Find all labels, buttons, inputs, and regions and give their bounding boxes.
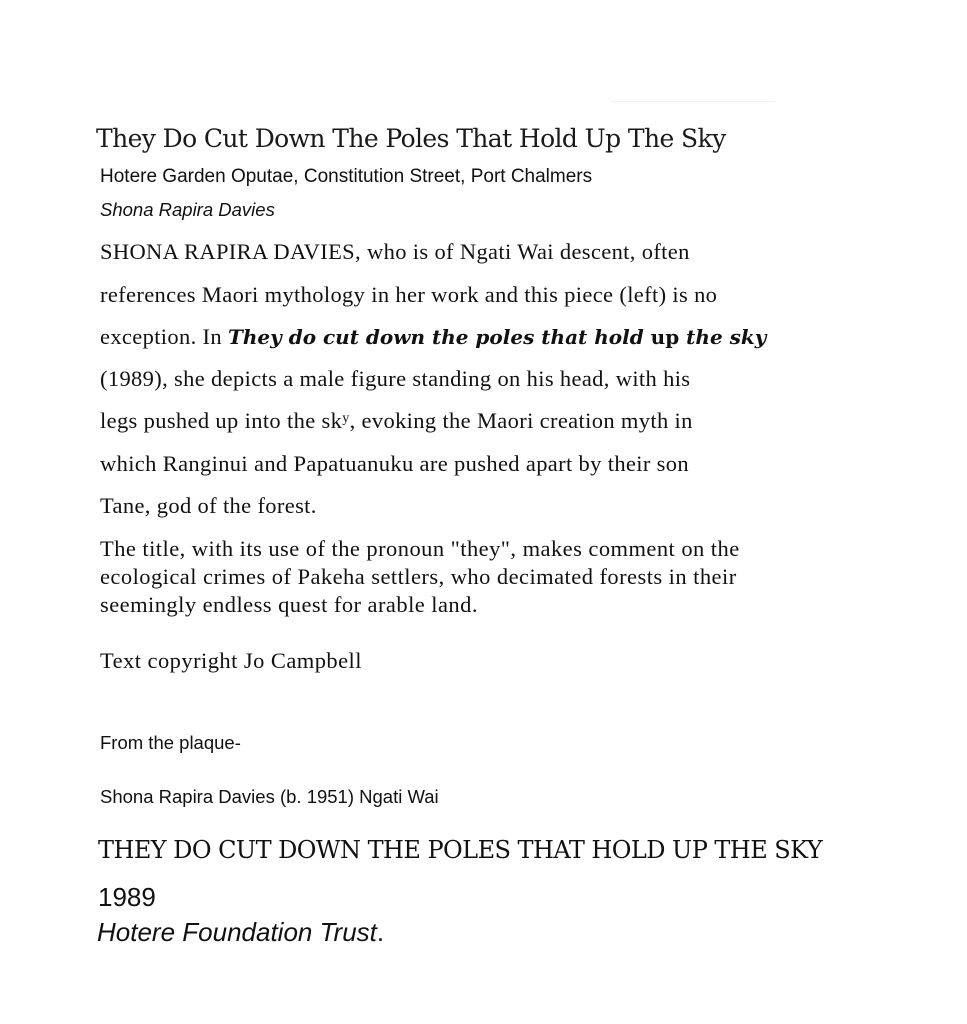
commentary-line-1: The title, with its use of the pronoun "they", makes comment on the: [100, 536, 740, 561]
description-line-4: (1989), she depicts a male figure standing on his head, with his: [100, 366, 691, 391]
artist-name: Shona Rapira Davies: [100, 199, 275, 220]
description-text: , evoking the Maori creation myth in: [349, 408, 693, 433]
commentary-paragraph: [100, 535, 740, 619]
description-line-1: SHONA RAPIRA DAVIES, who is of Ngati Wai descent, often: [100, 239, 690, 264]
description-text: legs pushed up into the sk: [100, 408, 343, 433]
plaque-title: THEY DO CUT DOWN THE POLES THAT HOLD UP THE SKY: [98, 836, 823, 864]
description-line-2: references Maori mythology in her work and this piece (left) is no: [100, 282, 718, 307]
owner-name: Hotere Foundation Trust: [97, 917, 377, 947]
owner-period: .: [376, 917, 385, 947]
description-line-7: Tane, god of the forest.: [100, 493, 317, 518]
location-line: Hotere Garden Oputae, Constitution Street, Port Chalmers: [100, 166, 593, 187]
commentary-line-2: ecological crimes of Pakeha settlers, who decimated forests in their: [100, 564, 737, 589]
description-line-3: [100, 324, 766, 350]
description-line-6: which Ranginui and Papatuanuku are pushed apart by their son: [100, 451, 689, 476]
plaque-artist-line: Shona Rapira Davies (b. 1951) Ngati Wai: [100, 786, 439, 807]
artwork-title-emphasis: the sky: [686, 325, 767, 349]
copyright-notice: Text copyright Jo Campbell: [100, 648, 362, 673]
description-text: exception. In: [100, 324, 228, 349]
artwork-title-emphasis: up: [643, 325, 687, 349]
plaque-owner: [97, 917, 384, 948]
faint-divider: [610, 101, 775, 102]
artwork-title-emphasis: They do cut down the poles that hold: [227, 325, 644, 349]
plaque-year: 1989: [98, 882, 156, 912]
page-title: They Do Cut Down The Poles That Hold Up The Sky: [96, 124, 726, 153]
superscript-letter: y: [342, 411, 350, 426]
commentary-line-3: seemingly endless quest for arable land.: [100, 592, 478, 617]
plaque-intro: From the plaque-: [100, 732, 241, 753]
description-line-5: [100, 408, 693, 434]
